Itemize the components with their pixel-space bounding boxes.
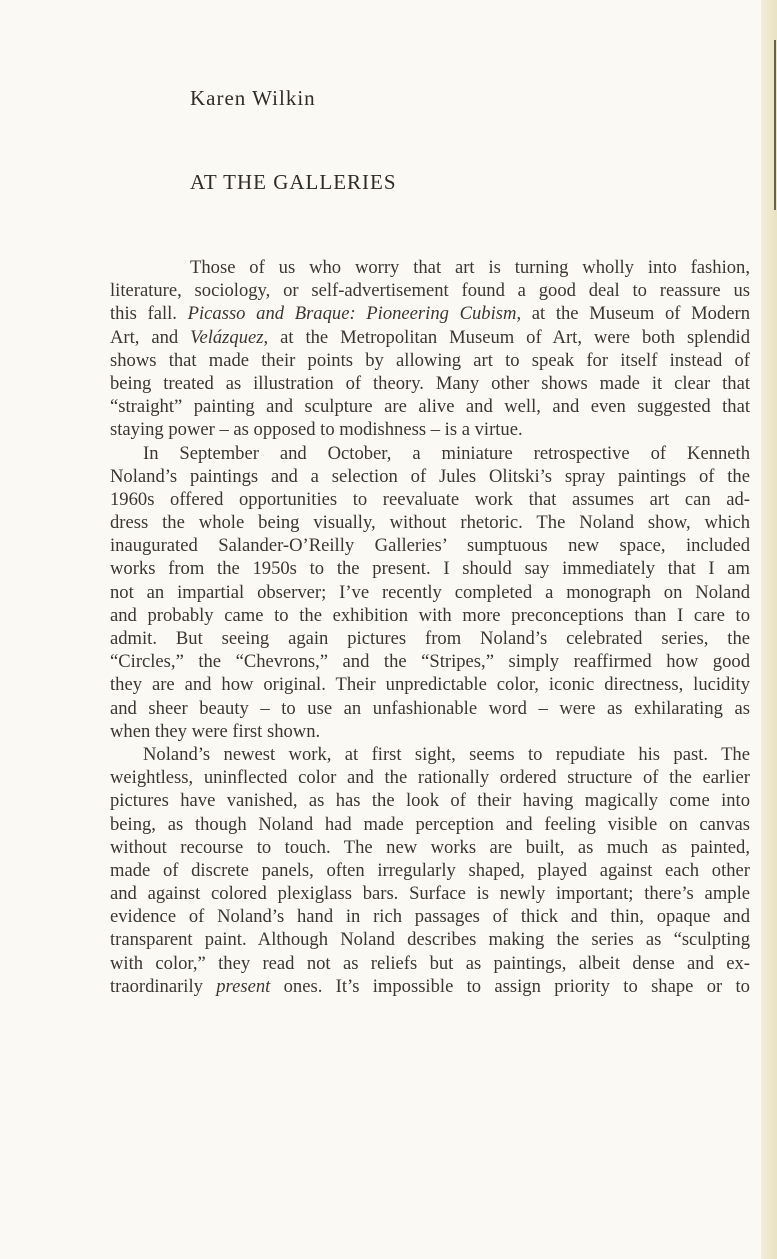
- text-run: inaugurated Salander-O’Reilly Galleries’ sumptuous new space, included: [110, 535, 750, 557]
- text-run: pictures have vanished, as has the look of their having magically come into: [110, 790, 750, 812]
- text-line: [110, 743, 750, 766]
- text-line: [110, 720, 750, 743]
- text-line: [110, 766, 750, 789]
- text-run: and sheer beauty – to use an unfashionable word – were as exhilarating as: [110, 697, 750, 719]
- text-run: , at the Museum of Modern: [516, 303, 751, 325]
- italic-title: present: [216, 975, 271, 997]
- text-run: traordinarily: [110, 975, 217, 997]
- text-run: 1960s offered opportunities to reevaluate work that assumes art can ad-: [110, 488, 750, 510]
- text-run: “straight” painting and sculpture are alive and well, and even suggested that: [110, 396, 750, 418]
- text-line: [110, 581, 750, 604]
- text-line: [110, 952, 750, 975]
- text-run: when they were first shown.: [110, 720, 321, 742]
- text-line: [110, 604, 750, 627]
- italic-title: Picasso and Braque: Pioneering Cubism: [187, 303, 517, 325]
- text-run: works from the 1950s to the present. I should say immediately that I am: [110, 558, 750, 580]
- text-line: [110, 627, 750, 650]
- text-line: [110, 859, 750, 882]
- text-line: [110, 442, 750, 465]
- text-run: being treated as illustration of theory. Many other shows made it clear that: [110, 372, 750, 394]
- text-run: and probably came to the exhibition with more preconceptions than I care to: [110, 604, 750, 626]
- text-line: [110, 465, 750, 488]
- text-line: [110, 534, 750, 557]
- text-run: Those of us who worry that art is turning wholly into fashion,: [190, 257, 750, 278]
- text-run: admit. But seeing again pictures from Noland’s celebrated series, the: [110, 628, 750, 649]
- paragraph: [110, 442, 750, 743]
- text-run: ones. It’s impossible to assign priority to shape or to: [270, 975, 750, 997]
- text-line: [110, 302, 750, 325]
- paragraph: [110, 743, 750, 998]
- text-line: [110, 418, 750, 441]
- binding-shadow: [774, 40, 776, 210]
- text-run: made of discrete panels, often irregularly shaped, played against each other: [110, 859, 750, 881]
- text-line: [110, 882, 750, 905]
- text-run: and against colored plexiglass bars. Surface is newly important; there’s ample: [110, 883, 750, 905]
- text-line: [110, 697, 750, 720]
- article-title: AT THE GALLERIES: [190, 170, 397, 194]
- text-run: with color,” they read not as reliefs but as paintings, albeit dense and ex-: [110, 952, 750, 974]
- italic-title: Velázquez: [190, 326, 264, 348]
- text-line: [110, 511, 750, 534]
- text-line: [110, 789, 750, 812]
- text-line: [110, 905, 750, 928]
- text-line: [110, 372, 750, 395]
- text-line: [110, 673, 750, 696]
- text-line: [110, 813, 750, 836]
- text-line: [110, 349, 750, 372]
- text-line: [110, 650, 750, 673]
- text-run: In September and October, a miniature retrospective of Kenneth: [143, 442, 750, 464]
- text-run: not an impartial observer; I’ve recently completed a monograph on Noland: [110, 581, 750, 603]
- text-run: evidence of Noland’s hand in rich passages of thick and thin, opaque and: [110, 906, 750, 928]
- text-run: shows that made their points by allowing art to speak for itself instead of: [110, 349, 750, 371]
- text-line: [110, 395, 750, 418]
- text-run: this fall.: [110, 303, 188, 325]
- text-run: Art, and: [110, 326, 191, 348]
- text-run: Noland’s newest work, at first sight, seems to repudiate his past. The: [143, 743, 750, 765]
- text-run: dress the whole being visually, without rhetoric. The Noland show, which: [110, 512, 750, 534]
- text-run: weightless, uninflected color and the rationally ordered structure of the earlier: [110, 767, 750, 789]
- text-run: staying power – as opposed to modishness – is a virtue.: [110, 419, 523, 441]
- text-run: , at the Metropolitan Museum of Art, were both splendid: [263, 326, 751, 348]
- text-run: being, as though Noland had made perception and feeling visible on canvas: [110, 813, 750, 835]
- text-run: without recourse to touch. The new works are built, as much as painted,: [110, 836, 750, 858]
- text-line: [110, 975, 750, 998]
- text-run: they are and how original. Their unpredictable color, iconic directness, lucidity: [110, 674, 750, 696]
- text-line: [110, 279, 750, 302]
- text-line: [110, 488, 750, 511]
- text-run: literature, sociology, or self-advertisement found a good deal to reassure us: [110, 280, 750, 302]
- text-line: [110, 928, 750, 951]
- text-line: [110, 326, 750, 349]
- text-run: Noland’s paintings and a selection of Jules Olitski’s spray paintings of the: [110, 465, 750, 487]
- text-run: “Circles,” the “Chevrons,” and the “Stripes,” simply reaffirmed how good: [110, 651, 750, 673]
- text-line: [110, 557, 750, 580]
- paragraph: [110, 256, 750, 442]
- article-body: [110, 256, 750, 998]
- text-run: transparent paint. Although Noland describes making the series as “sculpting: [110, 929, 750, 951]
- text-line: [110, 836, 750, 859]
- text-line: [110, 256, 750, 279]
- author-name: Karen Wilkin: [190, 86, 316, 110]
- page-edge: [761, 0, 777, 1259]
